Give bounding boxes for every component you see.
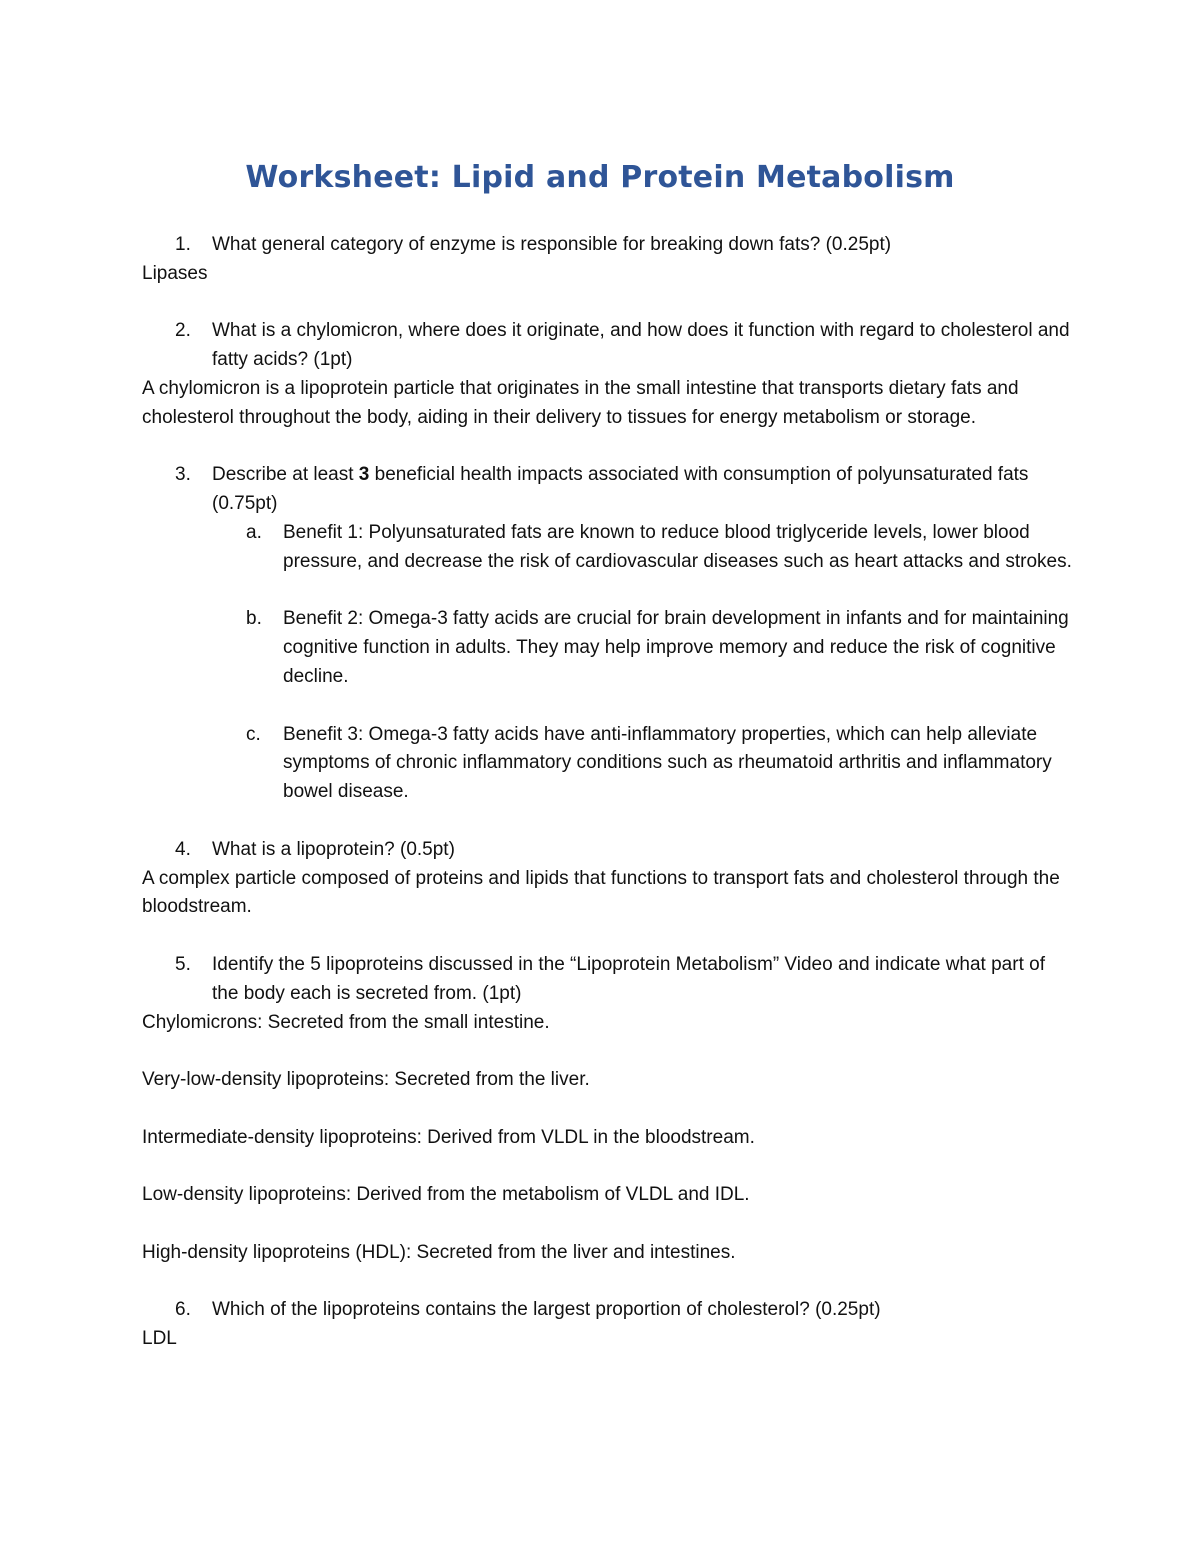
question-3 — [142, 461, 1072, 519]
benefit-text: Benefit 1: Polyunsaturated fats are known to reduce blood triglyceride levels, lower blood pressure, and decrease the risk of cardiovascular diseases such as heart attacks and strokes. — [283, 521, 1072, 572]
spacer — [142, 1153, 1072, 1182]
question-number: 4. — [175, 838, 191, 860]
answer-5-idl: Intermediate-density lipoproteins: Derived from VLDL in the bloodstream. — [142, 1126, 755, 1148]
question-text-start: Describe at least — [212, 464, 359, 486]
spacer — [142, 922, 1072, 951]
question-text: Identify the 5 lipoproteins discussed in the “Lipoprotein Metabolism” Video and indicate what part of the body each is secreted from. (1pt) — [212, 953, 1045, 1004]
question-text: What is a lipoprotein? (0.5pt) — [212, 838, 455, 860]
benefit-letter: c. — [246, 723, 261, 745]
answer-5-vldl: Very-low-density lipoproteins: Secreted from the liver. — [142, 1069, 590, 1091]
answer-1: Lipases — [142, 262, 208, 284]
benefit-text: Benefit 2: Omega-3 fatty acids are crucial for brain development in infants and for maintaining cognitive function in adults. They may help improve memory and reduce the risk of cognitive decline. — [283, 608, 1069, 687]
benefit-letter: b. — [246, 608, 262, 630]
question-1 — [142, 231, 1072, 260]
answer-6: LDL — [142, 1328, 177, 1350]
spacer — [142, 577, 1072, 606]
answer-5-chylomicrons: Chylomicrons: Secreted from the small intestine. — [142, 1011, 550, 1033]
question-4 — [142, 836, 1072, 865]
question-text-end: beneficial health impacts associated with consumption of polyunsaturated fats (0.75pt) — [212, 464, 1029, 515]
question-number: 3. — [175, 464, 191, 486]
answer-2: A chylomicron is a lipoprotein particle that originates in the small intestine that transports dietary fats and cholesterol throughout the body, aiding in their delivery to tissues for energy metabolism or storage. — [142, 377, 1019, 428]
spacer — [142, 433, 1072, 462]
question-number: 1. — [175, 234, 191, 255]
question-text: What is a chylomicron, where does it originate, and how does it function with regard to cholesterol and fatty acids? (1pt) — [212, 320, 1070, 371]
question-text: What general category of enzyme is responsible for breaking down fats? (0.25pt) — [212, 234, 892, 255]
spacer — [142, 1095, 1072, 1124]
benefit-text: Benefit 3: Omega-3 fatty acids have anti-inflammatory properties, which can help alleviate symptoms of chronic inflammatory conditions such as rheumatoid arthritis and inflammatory bowel disease. — [283, 723, 1052, 803]
question-5 — [142, 951, 1072, 1009]
page-title: Worksheet: Lipid and Protein Metabolism — [245, 160, 955, 195]
spacer — [142, 807, 1072, 836]
worksheet-body — [142, 231, 1072, 1354]
question-number: 6. — [175, 1299, 191, 1321]
benefit-letter: a. — [246, 521, 262, 543]
question-6 — [142, 1296, 1072, 1325]
question-number: 2. — [175, 320, 191, 342]
question-2 — [142, 317, 1072, 375]
spacer — [142, 289, 1072, 318]
spacer — [142, 1210, 1072, 1239]
answer-5-ldl: Low-density lipoproteins: Derived from the metabolism of VLDL and IDL. — [142, 1184, 750, 1206]
answer-5-hdl: High-density lipoproteins (HDL): Secreted from the liver and intestines. — [142, 1241, 736, 1263]
question-text: Which of the lipoproteins contains the largest proportion of cholesterol? (0.25pt) — [212, 1299, 881, 1321]
question-text-emphasis: 3 — [358, 464, 370, 486]
benefit-a — [142, 519, 1072, 577]
spacer — [142, 1268, 1072, 1297]
benefit-b — [142, 605, 1072, 691]
spacer — [142, 692, 1072, 721]
benefit-c — [142, 721, 1072, 807]
answer-4: A complex particle composed of proteins and lipids that functions to transport fats and cholesterol through the bloodstream. — [142, 867, 1060, 918]
question-number: 5. — [175, 953, 191, 975]
spacer — [142, 1037, 1072, 1066]
